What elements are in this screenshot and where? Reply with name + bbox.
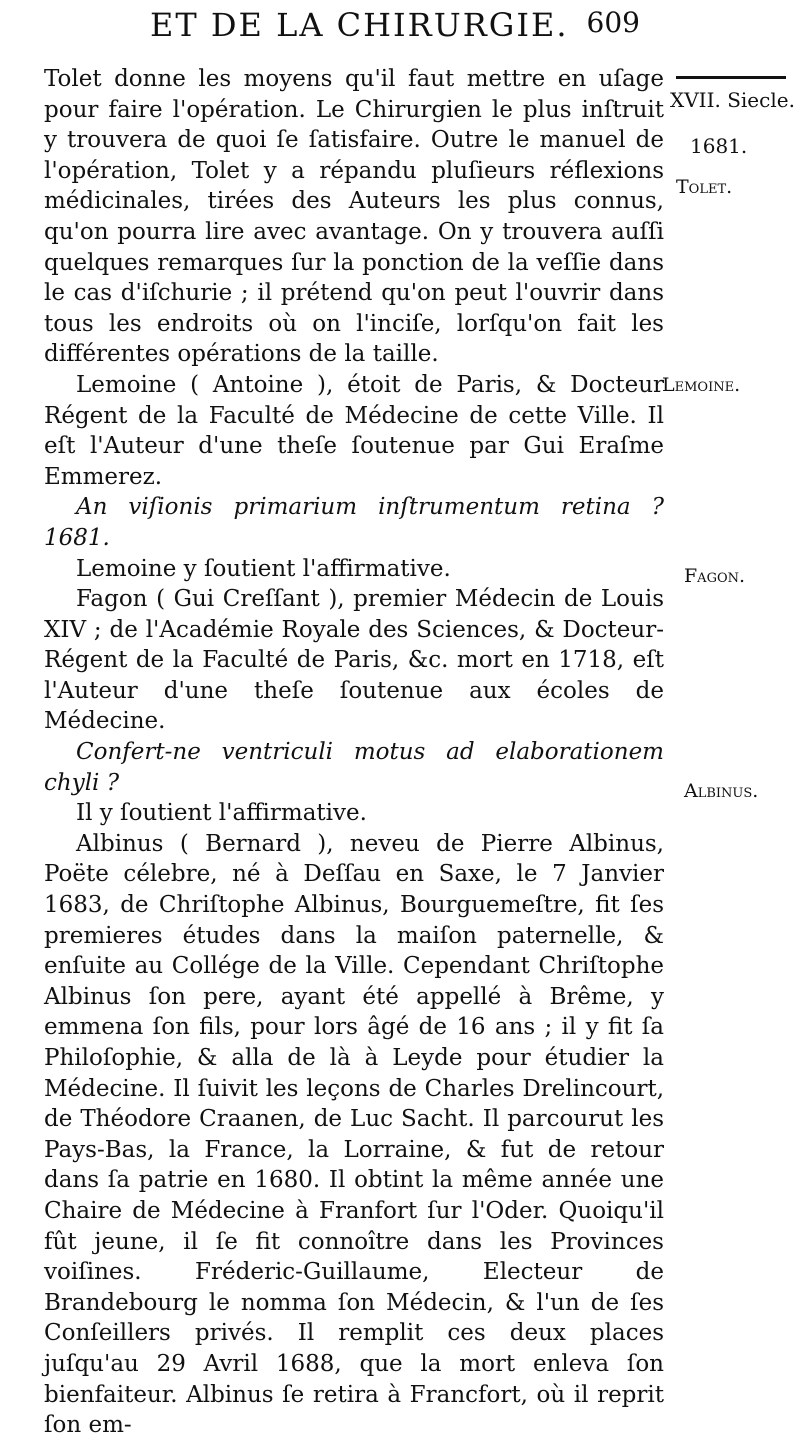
paragraph-lemoine: Lemoine ( Antoine ), étoit de Paris, & Docteur Régent de la Faculté de Médecine de cette Ville. Il eſt l'Auteur d'une theſe ſoutenue par Gui Eraſme Emmerez. [44,371,664,490]
paragraph-fagon-affirmative: Il y ſoutient l'affirmative. [76,800,367,827]
margin-rule [676,76,786,79]
paragraph-tolet-continuation: Tolet donne les moyens qu'il faut mettre en uſage pour faire l'opération. Le Chirurgien le plus inſtruit y trouvera de quoi ſe ſatisfaire. Outre le manuel de l'opération, Tolet y a répandu pluſieurs réflexions médicinales, tirées des Auteurs les plus connus, qu'on pourra lire avec avantage. On y trouvera auſſi quelques remarques ſur la ponction de la veſſie dans le cas d'iſchurie ; il prétend qu'on peut l'ouvrir dans tous les endroits où on l'inciſe, lorſqu'on fait les différentes opérations de la taille. [44,66,664,368]
margin-century: XVII. Siecle. [670,88,795,112]
thesis-title-fagon: Confert-ne ventriculi motus ad elaborationem chyli ? [44,739,664,796]
page-header [150,6,640,46]
margin-name-lemoine: Lemoine. [662,374,741,396]
margin-name-albinus: Albinus. [684,780,759,802]
page-number: 609 [586,6,640,39]
margin-notes [662,68,800,1348]
paragraph-lemoine-affirmative: Lemoine y ſoutient l'affirmative. [76,555,451,582]
margin-year: 1681. [690,134,748,158]
thesis-title-lemoine: An viſionis primarium inſtrumentum retina ? 1681. [44,494,664,551]
margin-name-tolet: Tolet. [676,176,733,198]
margin-name-fagon: Fagon. [684,565,746,587]
main-text-column [44,64,664,1439]
running-head: ET DE LA CHIRURGIE. [150,6,569,44]
paragraph-fagon: Fagon ( Gui Creſſant ), premier Médecin de Louis XIV ; de l'Académie Royale des Sciences, & Docteur-Régent de la Faculté de Paris, &c. mort en 1718, eſt l'Auteur d'une theſe ſoutenue aux écoles de Médecine. [44,586,664,735]
paragraph-albinus: Albinus ( Bernard ), neveu de Pierre Albinus, Poëte célebre, né à Deſſau en Saxe, le 7 Janvier 1683, de Chriſtophe Albinus, Bourguemeſtre, fit ſes premieres études dans la maiſon paternelle, & enſuite au Collége de la Ville. Cependant Chriſtophe Albinus ſon pere, ayant été appellé à Brême, y emmena ſon fils, pour lors âgé de 16 ans ; il y fit ſa Philoſophie, & alla de là à Leyde pour étudier la Médecine. Il ſuivit les leçons de Charles Drelincourt, de Théodore Craanen, de Luc Sacht. Il parcourut les Pays-Bas, la France, la Lorraine, & fut de retour dans ſa patrie en 1680. Il obtint la même année une Chaire de Médecine à Franfort ſur l'Oder. Quoiqu'il fût jeune, il ſe fit connoître dans les Provinces voiſines. Fréderic-Guillaume, Electeur de Brandebourg le nomma ſon Médecin, & l'un de ſes Conſeillers privés. Il remplit ces deux places juſqu'au 29 Avril 1688, que la mort enleva ſon bienfaiteur. Albinus ſe retira à Francfort, où il reprit ſon em- [44,830,664,1439]
